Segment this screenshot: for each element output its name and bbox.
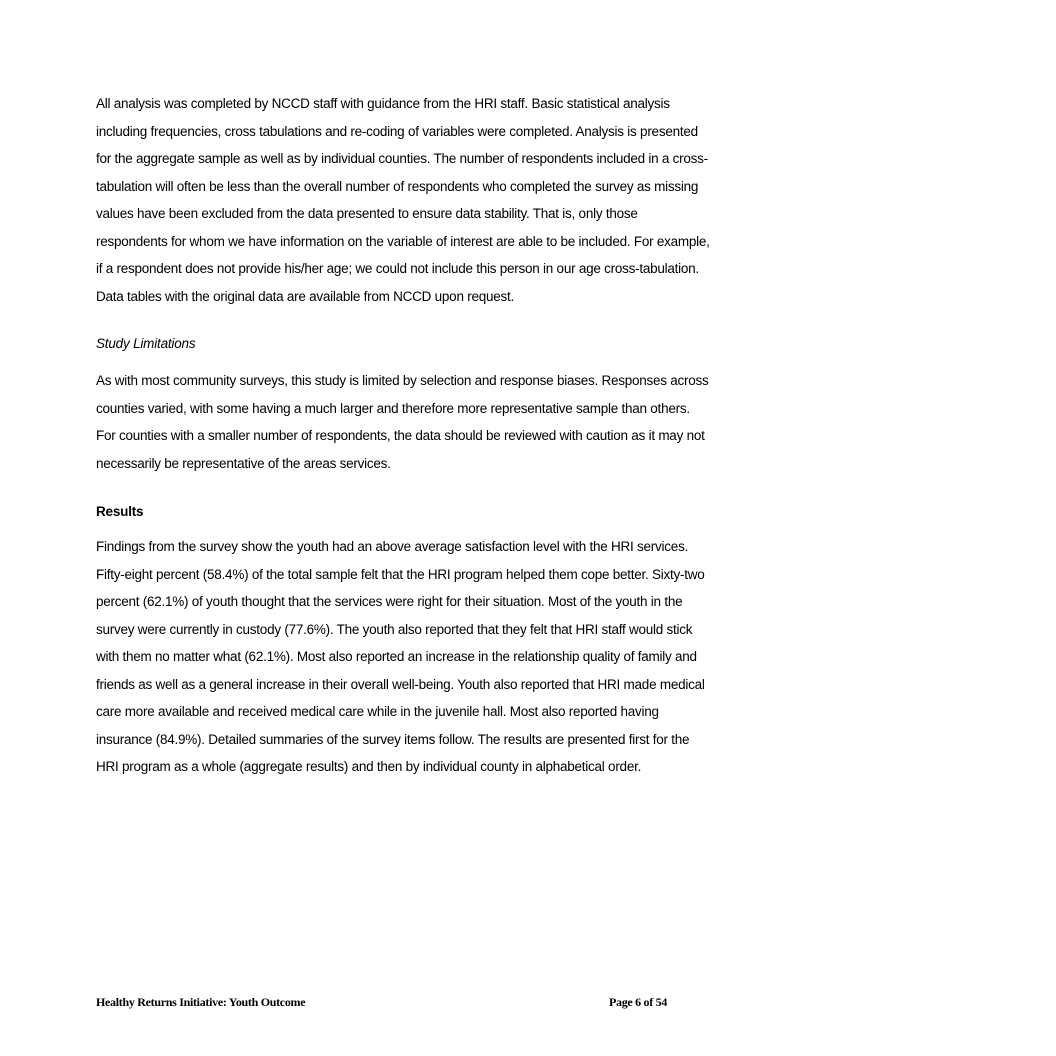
text-line: survey were currently in custody (77.6%). The youth also reported that they felt that HRI staff would stick xyxy=(96,621,693,637)
text-line: insurance (84.9%). Detailed summaries of the survey items follow. The results are presented first for the xyxy=(96,731,690,747)
text-line: respondents for whom we have information on the variable of interest are able to be included. For example, xyxy=(96,233,710,249)
analysis-paragraph xyxy=(96,90,710,310)
text-line: friends as well as a general increase in their overall well-being. Youth also reported that HRI made medical xyxy=(96,676,705,692)
text-line: care more available and received medical care while in the juvenile hall. Most also reported having xyxy=(96,704,659,719)
limitations-paragraph xyxy=(96,367,709,477)
text-line: if a respondent does not provide his/her age; we could not include this person in our age cross-tabulation. xyxy=(96,261,699,276)
text-line: for the aggregate sample as well as by individual counties. The number of respondents included in a cross- xyxy=(96,151,708,166)
footer-page-number: Page 6 of 54 xyxy=(609,995,668,1009)
text-line: HRI program as a whole (aggregate results) and then by individual county in alphabetical order. xyxy=(96,759,642,774)
results-paragraph xyxy=(96,533,705,781)
footer-title: Healthy Returns Initiative: Youth Outcome xyxy=(96,995,306,1009)
text-line: percent (62.1%) of youth thought that the services were right for their situation. Most of the youth in the xyxy=(96,594,683,609)
text-line: tabulation will often be less than the overall number of respondents who completed the survey as missing xyxy=(96,178,699,194)
text-line: All analysis was completed by NCCD staff with guidance from the HRI staff. Basic statistical analysis xyxy=(96,96,670,111)
text-line: necessarily be representative of the areas services. xyxy=(96,455,391,471)
text-line: with them no matter what (62.1%). Most also reported an increase in the relationship quality of family and xyxy=(96,649,697,664)
limitations-heading: Study Limitations xyxy=(96,336,196,351)
text-line: As with most community surveys, this study is limited by selection and response biases. Responses across xyxy=(96,373,709,388)
text-line: including frequencies, cross tabulations and re-coding of variables were completed. Analysis is presented xyxy=(96,123,698,139)
text-line: Fifty-eight percent (58.4%) of the total sample felt that the HRI program helped them cope better. Sixty-two xyxy=(96,566,705,582)
text-line: For counties with a smaller number of respondents, the data should be reviewed with caution as it may not xyxy=(96,428,705,443)
text-line: counties varied, with some having a much larger and therefore more representative sample than others. xyxy=(96,400,690,416)
text-line: Data tables with the original data are available from NCCD upon request. xyxy=(96,288,514,304)
text-line: values have been excluded from the data presented to ensure data stability. That is, only those xyxy=(96,206,638,221)
text-line: Findings from the survey show the youth had an above average satisfaction level with the HRI services. xyxy=(96,539,689,554)
results-heading: Results xyxy=(96,504,144,519)
